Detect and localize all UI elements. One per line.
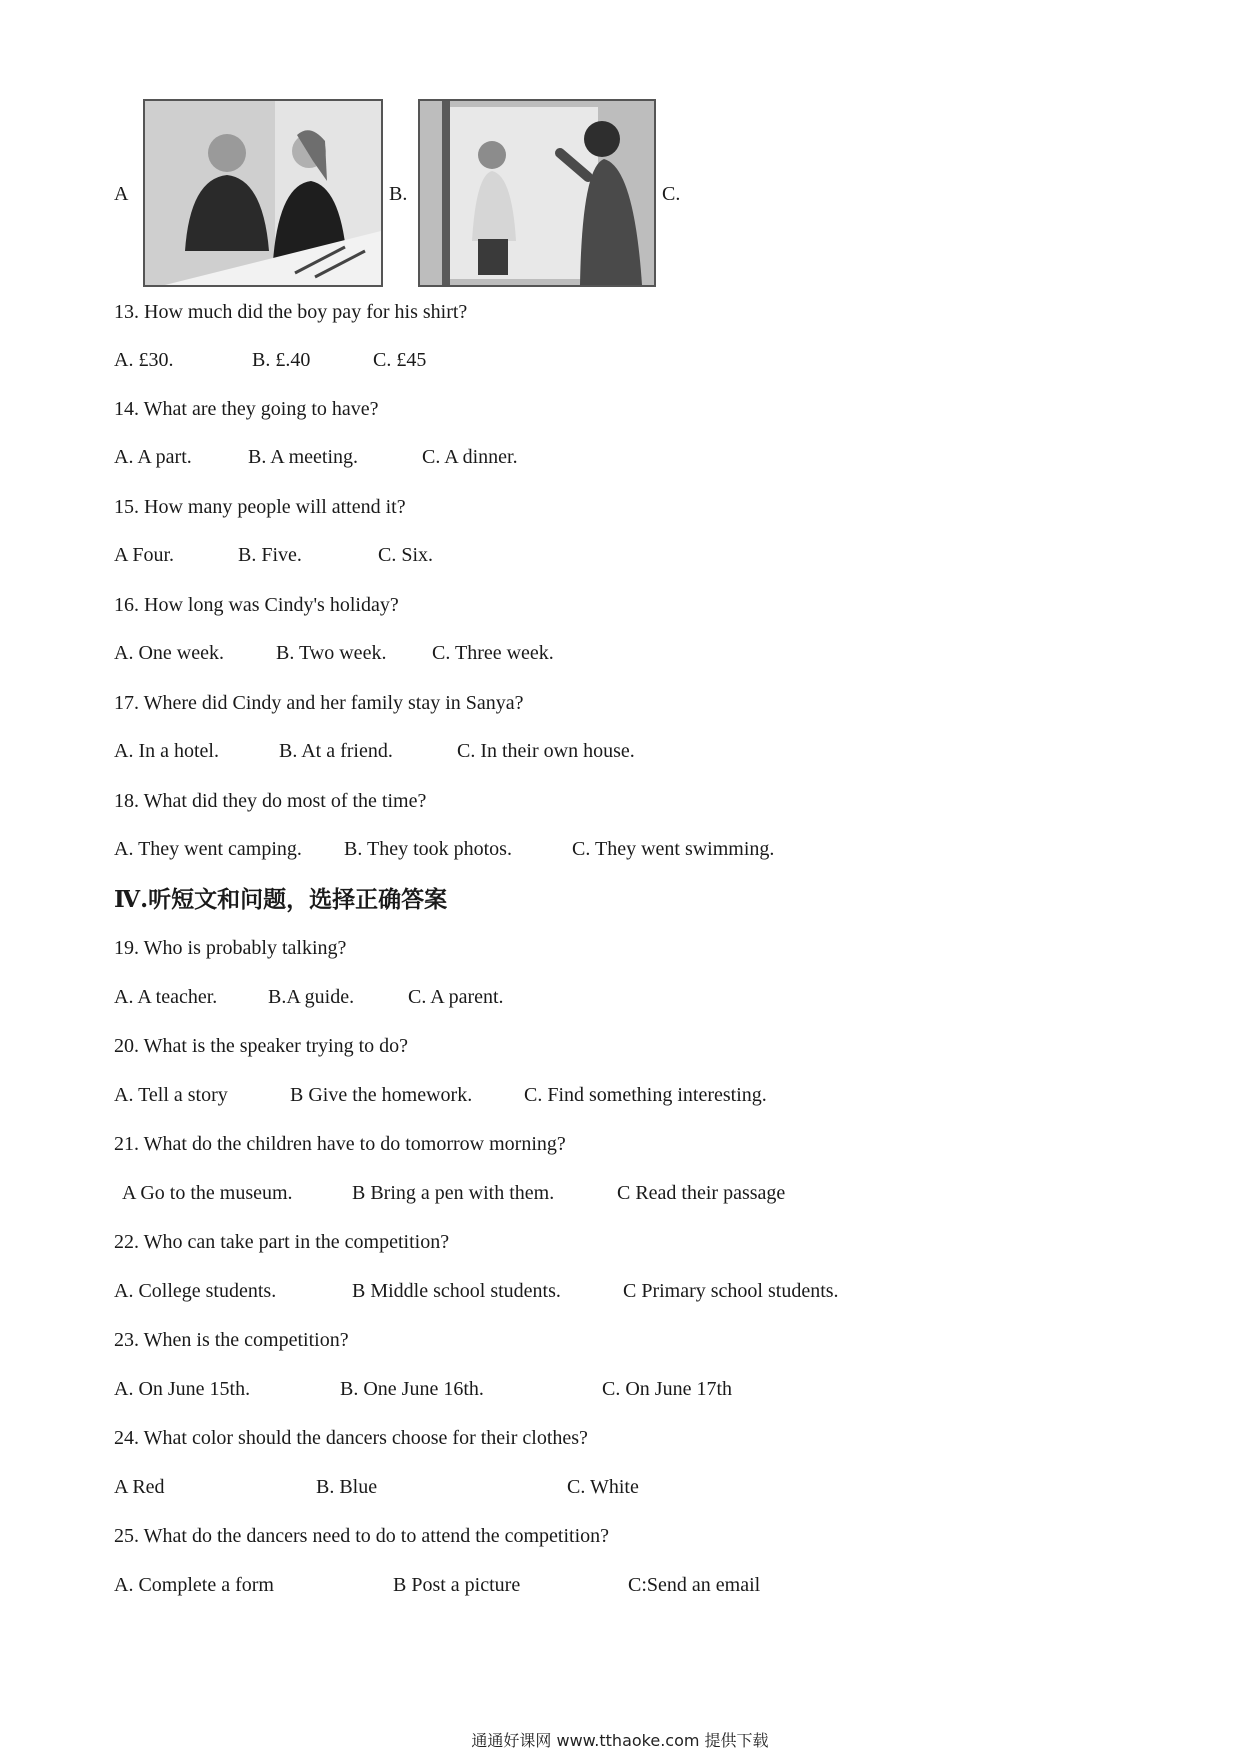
question-13-option-a: A. £30. xyxy=(114,349,174,371)
question-14-option-c: C. A dinner. xyxy=(422,446,518,468)
question-16-option-a: A. One week. xyxy=(114,642,224,664)
question-25-option-a: A. Complete a form xyxy=(114,1574,274,1596)
question-17-option-c: C. In their own house. xyxy=(457,740,635,762)
question-13-option-b: B. £.40 xyxy=(252,349,311,371)
question-22: 22. Who can take part in the competition? xyxy=(114,1231,450,1253)
question-15-option-b: B. Five. xyxy=(238,544,302,566)
question-21-option-b: B Bring a pen with them. xyxy=(352,1182,555,1204)
question-21-option-c: C Read their passage xyxy=(617,1182,786,1204)
question-16-option-b: B. Two week. xyxy=(276,642,387,664)
image-option-a-label: A xyxy=(114,183,129,205)
question-16-option-c: C. Three week. xyxy=(432,642,554,664)
question-14-option-b: B. A meeting. xyxy=(248,446,358,468)
question-13: 13. How much did the boy pay for his shirt? xyxy=(114,301,468,323)
image-option-b-label: B. xyxy=(389,183,408,205)
image-option-b xyxy=(418,99,656,287)
question-20-option-b: B Give the homework. xyxy=(290,1084,473,1106)
question-14: 14. What are they going to have? xyxy=(114,398,379,420)
question-22-option-a: A. College students. xyxy=(114,1280,277,1302)
question-21: 21. What do the children have to do tomorrow morning? xyxy=(114,1133,566,1155)
question-25-option-b: B Post a picture xyxy=(393,1574,521,1596)
image-option-a xyxy=(143,99,383,287)
question-23-option-c: C. On June 17th xyxy=(602,1378,732,1400)
question-18-option-b: B. They took photos. xyxy=(344,838,512,860)
question-23-option-b: B. One June 16th. xyxy=(340,1378,484,1400)
question-19-option-c: C. A parent. xyxy=(408,986,504,1008)
image-option-c-label: C. xyxy=(662,183,681,205)
question-24: 24. What color should the dancers choose for their clothes? xyxy=(114,1427,588,1449)
question-23: 23. When is the competition? xyxy=(114,1329,349,1351)
question-16: 16. How long was Cindy's holiday? xyxy=(114,594,399,616)
question-22-option-b: B Middle school students. xyxy=(352,1280,561,1302)
question-21-option-a: A Go to the museum. xyxy=(122,1182,293,1204)
question-19: 19. Who is probably talking? xyxy=(114,937,347,959)
page-footer: 通通好课网 www.tthaoke.com 提供下载 xyxy=(471,1731,769,1750)
question-25: 25. What do the dancers need to do to attend the competition? xyxy=(114,1525,610,1547)
question-24-option-a: A Red xyxy=(114,1476,165,1498)
question-17-option-a: A. In a hotel. xyxy=(114,740,219,762)
question-14-option-a: A. A part. xyxy=(114,446,192,468)
question-13-option-c: C. £45 xyxy=(373,349,427,371)
question-20: 20. What is the speaker trying to do? xyxy=(114,1035,409,1057)
question-18: 18. What did they do most of the time? xyxy=(114,790,427,812)
question-19-option-a: A. A teacher. xyxy=(114,986,218,1008)
question-20-option-c: C. Find something interesting. xyxy=(524,1084,767,1106)
question-15: 15. How many people will attend it? xyxy=(114,496,406,518)
question-15-option-c: C. Six. xyxy=(378,544,434,566)
question-15-option-a: A Four. xyxy=(114,544,175,566)
question-19-option-b: B.A guide. xyxy=(268,986,355,1008)
question-18-option-c: C. They went swimming. xyxy=(572,838,775,860)
question-23-option-a: A. On June 15th. xyxy=(114,1378,251,1400)
question-22-option-c: C Primary school students. xyxy=(623,1280,839,1302)
question-17-option-b: B. At a friend. xyxy=(279,740,393,762)
question-24-option-b: B. Blue xyxy=(316,1476,378,1498)
question-20-option-a: A. Tell a story xyxy=(114,1084,228,1106)
question-17: 17. Where did Cindy and her family stay in Sanya? xyxy=(114,692,524,714)
question-18-option-a: A. They went camping. xyxy=(114,838,302,860)
question-24-option-c: C. White xyxy=(567,1476,639,1498)
question-25-option-c: C:Send an email xyxy=(628,1574,761,1596)
section-heading: Ⅳ.听短文和问题，选择正确答案 xyxy=(114,886,448,913)
